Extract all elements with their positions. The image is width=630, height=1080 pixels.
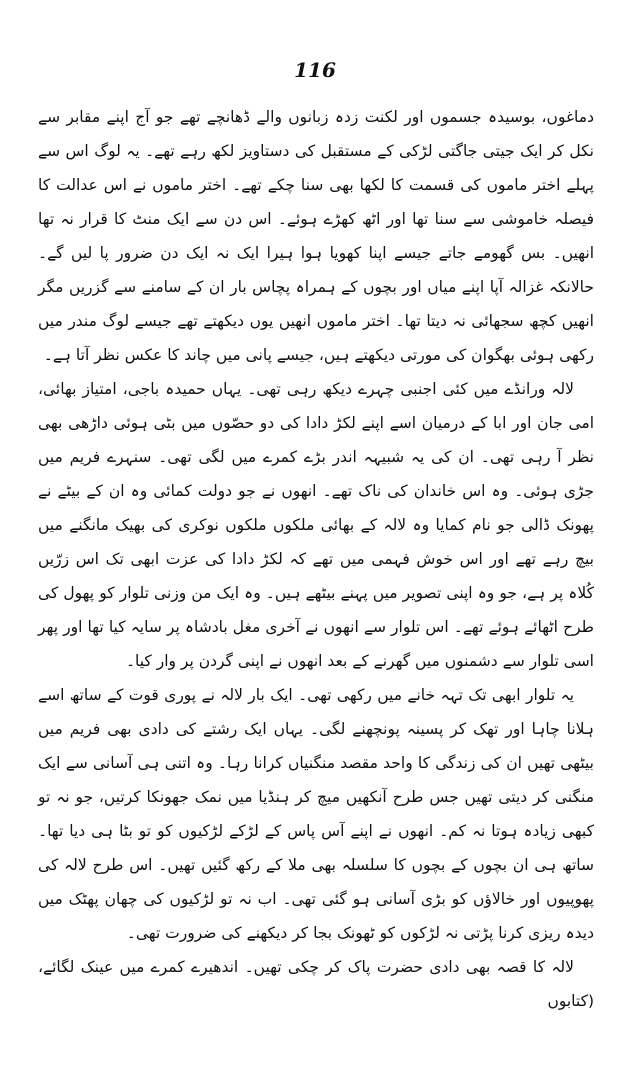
paragraph-1: دماغوں، بوسیدہ جسموں اور لکنت زدہ زبانوں والے ڈھانچے تھے جو آج اپنے مقابر سے نکل کر ایک جیتی جاگتی لڑکی کے مستقبل کی دستاویز لکھ رہے تھے۔ یہ لوگ اس سے پہلے اختر ماموں کی قسمت کا لکھا بھی سنا چکے تھے۔ اختر ماموں نے اس عدالت کا فیصلہ خاموشی سے سنا تھا اور اٹھ کھڑے ہوئے۔ اس دن سے ایک منٹ کا قرار نہ تھا انھیں۔ بس گھومے جاتے جیسے اپنا کھویا ہوا ہیرا ایک نہ ایک دن ضرور پا لیں گے۔ حالانکہ غزالہ آپا اپنے میاں اور بچوں کے ہمراہ پچاس بار ان کے سامنے سے گزریں مگر انھیں کچھ سجھائی نہ دیتا تھا۔ اختر ماموں انھیں یوں دیکھتے تھے جیسے لوگ مندر میں رکھی ہوئی بھگوان کی مورتی دیکھتے ہیں، جیسے پانی میں چاند کا عکس نظر آتا ہے۔ <box>38 108 594 364</box>
paragraph-2: لالہ ورانڈے میں کئی اجنبی چہرے دیکھ رہی تھی۔ یہاں حمیدہ باجی، امتیاز بھائی، امی جان اور ابا کے درمیان اسے اپنے لکڑ دادا کی دو حصّوں میں بٹی ہوئی داڑھی بھی نظر آ رہی تھی۔ ان کی یہ شبیہہ اندر بڑے کمرے میں لگی تھی۔ سنہرے فریم میں جڑی ہوئی۔ وہ اس خاندان کی ناک تھے۔ انھوں نے جو دولت کمائی وہ ان کے بیٹے نے پھونک ڈالی جو نام کمایا وہ لالہ کے بھائی ملکوں ملکوں نوکری کی بھیک مانگنے میں بیچ رہے تھے اور اس خوش فہمی میں تھے کہ لکڑ دادا کی عزت ابھی تک اس زرّیں کُلاہ پر ہے، جو وہ اپنی تصویر میں پہنے بیٹھے ہیں۔ وہ ایک من وزنی تلوار کو پھول کی طرح اٹھائے ہوئے تھے۔ اس تلوار سے انھوں نے آخری مغل بادشاہ پر سایہ کیا تھا اور پھر اسی تلوار سے دشمنوں میں گھرنے کے بعد انھوں نے اپنی گردن پر وار کیا۔ <box>38 380 594 670</box>
paragraph-4: لالہ کا قصہ بھی دادی حضرت پاک کر چکی تھیں۔ اندھیرے کمرے میں عینک لگائے، (کتابوں <box>38 958 594 1010</box>
body-text <box>38 100 594 1018</box>
page-number: 116 <box>294 58 336 82</box>
paragraph-3: یہ تلوار ابھی تک تہہ خانے میں رکھی تھی۔ ایک بار لالہ نے پوری قوت کے ساتھ اسے ہلانا چاہا اور تھک کر پسینہ پونچھنے لگی۔ یہاں ایک رشتے کی دادی بھی فریم میں بیٹھی تھیں ان کی زندگی کا واحد مقصد منگنیاں کرانا رہا۔ وہ اتنی ہی آسانی سے ایک منگنی کر دیتی تھیں جس طرح آنکھیں میچ کر ہنڈیا میں نمک جھونکا کرتیں، جو نہ تو کبھی زیادہ ہوتا نہ کم۔ انھوں نے اپنے آس پاس کے لڑکے لڑکیوں کو تو بٹا ہی دیا تھا۔ ساتھ ہی ان بچوں کے بچوں کا سلسلہ بھی ملا کے رکھ گئیں تھیں۔ اس طرح لالہ کی پھوپیوں اور خالاؤں کو بڑی آسانی ہو گئی تھی۔ اب نہ تو لڑکیوں کی چھان پھٹک میں دیدہ ریزی کرنا پڑتی نہ لڑکوں کو ٹھونک بجا کر دیکھنے کی ضرورت تھی۔ <box>38 686 594 942</box>
